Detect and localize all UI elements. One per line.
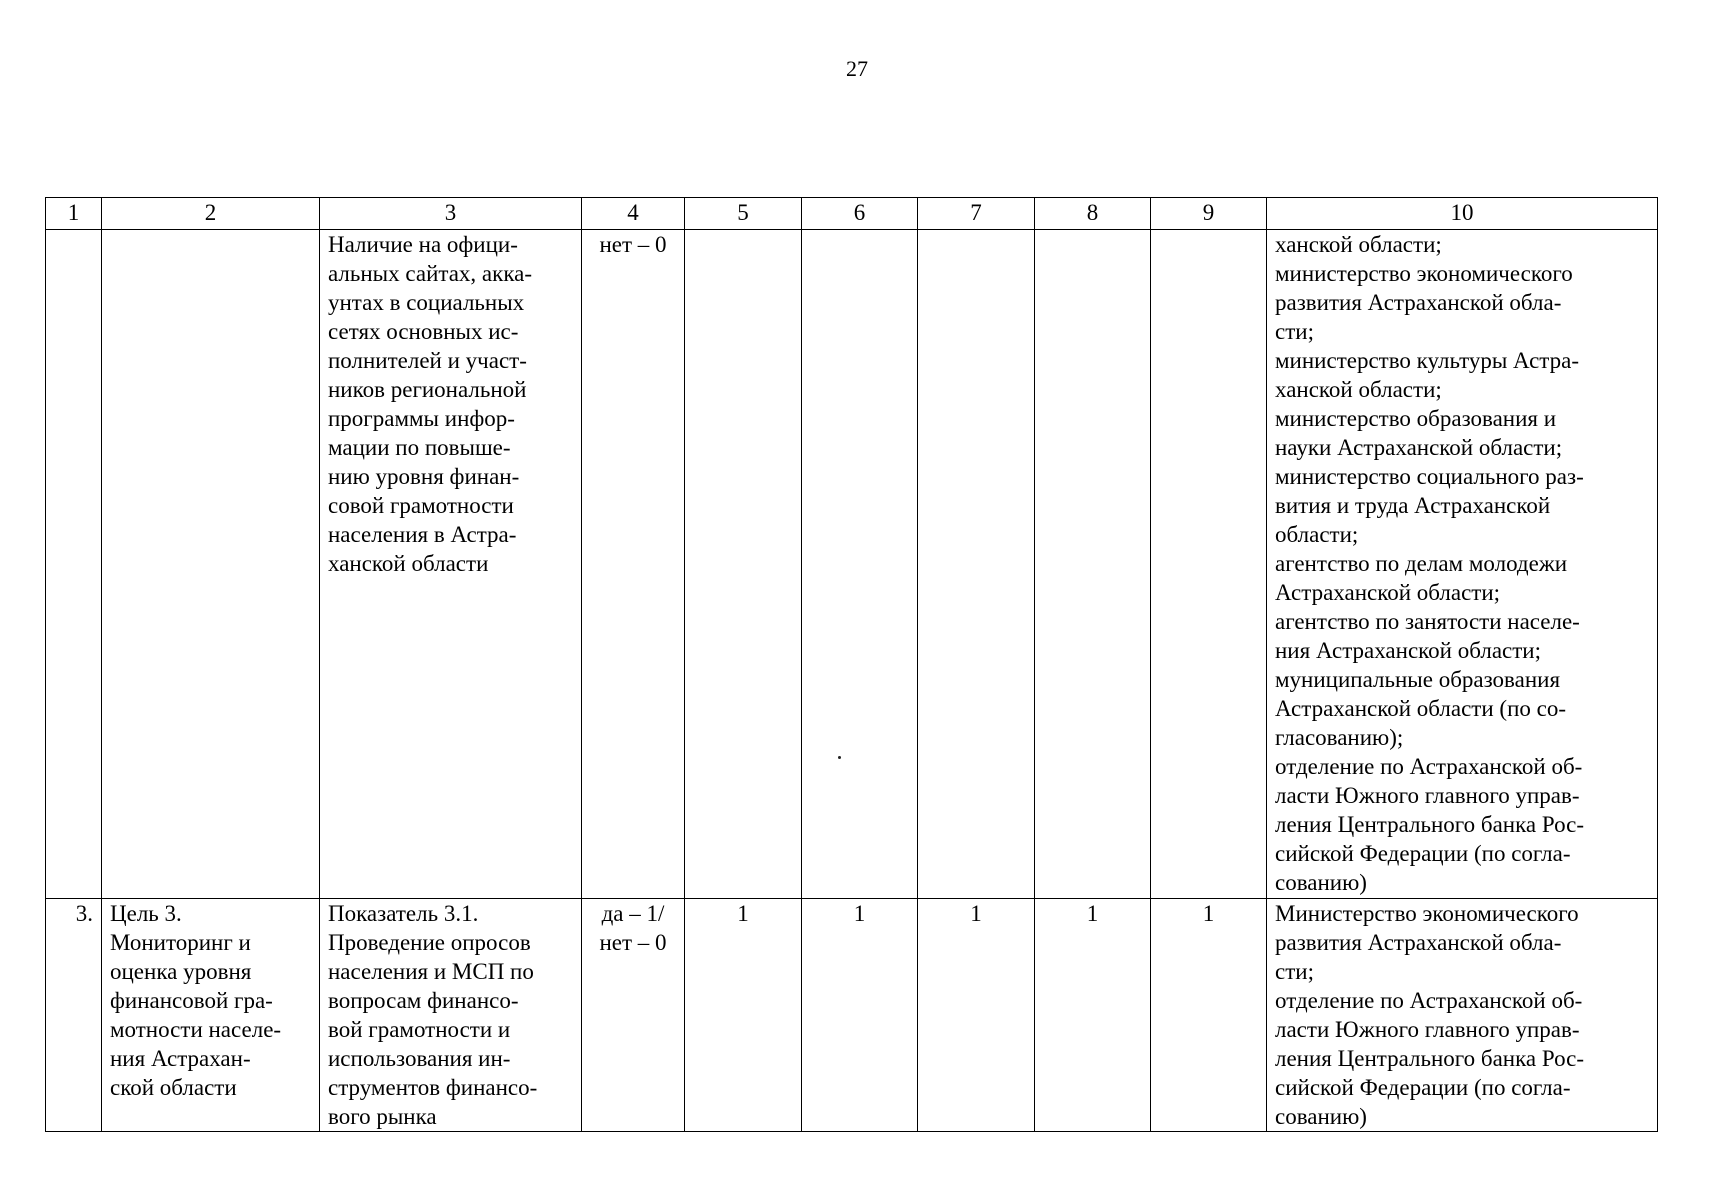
- column-header: 5: [685, 198, 802, 230]
- value-cell: 1: [1151, 899, 1267, 1132]
- value-cell: [1035, 230, 1151, 899]
- row-number-cell: [46, 230, 102, 899]
- responsible-cell: Министерство экономического развития Астраханской обла- сти; отделение по Астраханской об- ласти Южного главного управ- ления Центрального банка Рос- сийской Федерации (по согла- сованию): [1267, 899, 1658, 1132]
- data-table: [45, 197, 1658, 1132]
- value-cell: [802, 230, 918, 899]
- value-cell: 1: [685, 899, 802, 1132]
- column-header: 2: [102, 198, 320, 230]
- value-cell: [1151, 230, 1267, 899]
- unit-cell: да – 1/ нет – 0: [582, 899, 685, 1132]
- responsible-cell: ханской области; министерство экономического развития Астраханской обла- сти; министерство культуры Астра- ханской области; министерство образования и науки Астраханской области; министерство социального раз- вития и труда Астраханской области; агентство по делам молодежи Астраханской области; агентство по занятости населе- ния Астраханской области; муниципальные образования Астраханской области (по со- гласованию); отделение по Астраханской об- ласти Южного главного управ- ления Центрального банка Рос- сийской Федерации (по согла- сованию): [1267, 230, 1658, 899]
- column-header: 9: [1151, 198, 1267, 230]
- column-header: 6: [802, 198, 918, 230]
- column-header: 8: [1035, 198, 1151, 230]
- value-cell: 1: [918, 899, 1035, 1132]
- indicator-cell: Показатель 3.1. Проведение опросов населения и МСП по вопросам финансо- вой грамотности и использования ин- струментов финансо- вого рынка: [320, 899, 582, 1132]
- column-header: 7: [918, 198, 1035, 230]
- page-number: 27: [846, 56, 868, 81]
- goal-cell: [102, 230, 320, 899]
- value-cell: [685, 230, 802, 899]
- value-cell: 1: [1035, 899, 1151, 1132]
- row-number-cell: 3.: [46, 899, 102, 1132]
- indicator-cell: Наличие на офици- альных сайтах, акка- унтах в социальных сетях основных ис- полнителей и участ- ников региональной программы инфор- мации по повыше- нию уровня финан- совой грамотности населения в Астра- ханской области: [320, 230, 582, 899]
- value-cell: 1: [802, 899, 918, 1132]
- header-row: [46, 198, 1658, 230]
- column-header: 10: [1267, 198, 1658, 230]
- unit-cell: нет – 0: [582, 230, 685, 899]
- value-cell: [918, 230, 1035, 899]
- column-header: 4: [582, 198, 685, 230]
- goal-cell: Цель 3. Мониторинг и оценка уровня финансовой гра- мотности населе- ния Астрахан- ской области: [102, 899, 320, 1132]
- scan-speck: [838, 756, 841, 759]
- column-header: 1: [46, 198, 102, 230]
- column-header: 3: [320, 198, 582, 230]
- table-row: [46, 899, 1658, 1132]
- table-row: [46, 230, 1658, 899]
